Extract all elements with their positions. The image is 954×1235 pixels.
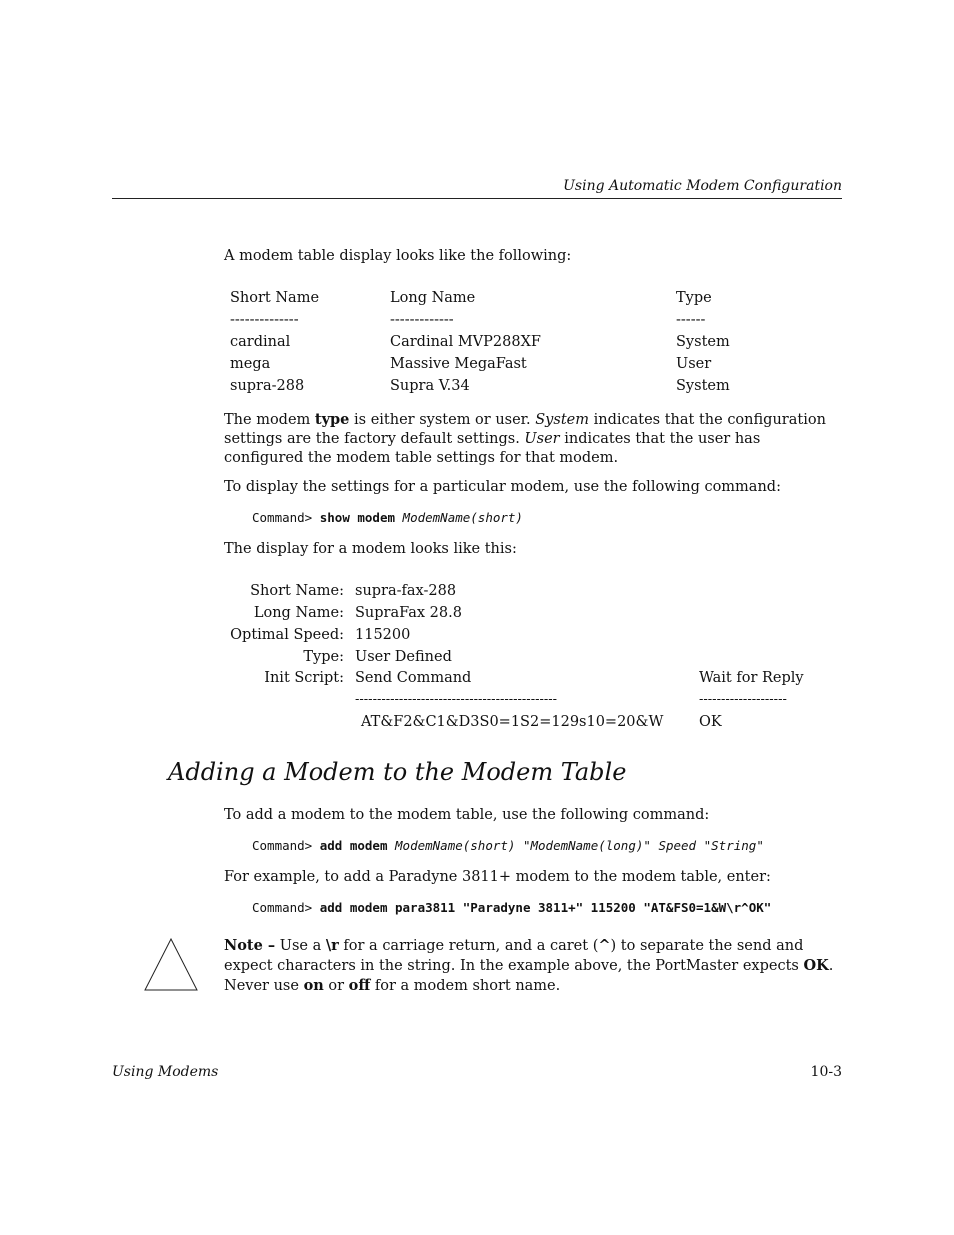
quote-mark: " — [756, 838, 764, 853]
table-header-type: Type — [676, 290, 712, 306]
add-modem-command — [252, 838, 764, 853]
table-row-cell: Cardinal MVP288XF — [390, 334, 541, 350]
show-modem-command — [252, 510, 523, 525]
wait-reply-header: Wait for Reply — [699, 670, 804, 686]
note-label: Note – — [224, 937, 276, 954]
short-name-value: supra-fax-288 — [355, 583, 457, 599]
wait-dashes: -------------------- — [699, 692, 787, 707]
table-row-cell: supra-288 — [230, 378, 305, 394]
command-argument: ModemName(short) — [402, 510, 523, 525]
send-dashes: ---------------------------------------------- — [355, 692, 558, 707]
table-dashes-type: ------ — [676, 312, 706, 328]
text-bold: OK — [803, 957, 829, 974]
table-row-cell: mega — [230, 356, 271, 372]
display-paragraph: To display the settings for a particular modem, use the following command: — [224, 479, 781, 495]
long-name-value: SupraFax 28.8 — [355, 605, 462, 621]
table-dashes-long: ------------- — [390, 312, 454, 328]
command-argument: ModemName(long) — [530, 838, 644, 853]
example-command — [252, 900, 771, 915]
text-run: for a modem short name. — [370, 978, 561, 994]
intro-paragraph: A modem table display looks like the following: — [224, 248, 572, 264]
running-header: Using Automatic Modem Configuration — [563, 178, 842, 194]
command-keyword: show modem — [319, 510, 396, 525]
text-run: . Never use — [224, 958, 834, 994]
text-run: or — [323, 978, 349, 994]
optimal-speed-value: 115200 — [355, 627, 411, 643]
quote-mark: " — [643, 838, 651, 853]
type-label: Type: — [303, 649, 344, 665]
table-header-short: Short Name — [230, 290, 320, 306]
command-argument: ModemName(short) — [395, 838, 516, 853]
section-heading: Adding a Modem to the Modem Table — [168, 758, 627, 786]
text-bold: off — [348, 977, 371, 994]
table-dashes-short: -------------- — [230, 312, 299, 328]
optimal-speed-label: Optimal Speed: — [230, 627, 344, 643]
display-like-paragraph: The display for a modem looks like this: — [224, 541, 517, 557]
quote-mark: " — [522, 838, 531, 853]
text-italic: System — [535, 412, 589, 428]
text-bold: ^ — [598, 937, 611, 954]
text-run: indicates that the configuration settings are the factory default settings. — [224, 412, 826, 447]
table-header-long: Long Name — [390, 290, 476, 306]
short-name-label: Short Name: — [250, 583, 344, 599]
add-paragraph: To add a modem to the modem table, use the following command: — [224, 807, 710, 823]
quote-mark: " — [703, 838, 712, 853]
text-run: is either system or user. — [349, 412, 536, 428]
table-row-cell: System — [676, 334, 730, 350]
text-bold: on — [303, 977, 324, 994]
send-command-value: AT&F2&C1&D3S0=1S2=129s10=20&W — [361, 714, 664, 730]
send-command-header: Send Command — [355, 670, 472, 686]
command-argument: String — [711, 838, 757, 853]
header-rule — [112, 198, 842, 199]
footer-page-number: 10-3 — [810, 1064, 842, 1080]
long-name-label: Long Name: — [253, 605, 344, 621]
text-run: indicates that the user has configured the modem table settings for that modem. — [224, 431, 761, 466]
footer-chapter: Using Modems — [112, 1064, 219, 1080]
caution-triangle-icon — [144, 937, 200, 997]
table-row-cell: Supra V.34 — [390, 378, 470, 394]
table-row-cell: User — [676, 356, 712, 372]
table-row-cell: Massive MegaFast — [390, 356, 527, 372]
type-paragraph — [224, 410, 842, 468]
text-bold: \r — [325, 937, 339, 954]
text-run: The modem — [224, 412, 315, 428]
command-keyword: add modem — [319, 838, 388, 853]
init-script-label: Init Script: — [264, 670, 344, 686]
table-row-cell: System — [676, 378, 730, 394]
text-bold: type — [314, 411, 350, 428]
text-italic: User — [524, 431, 560, 447]
command-prompt: Command> — [252, 838, 313, 853]
table-row-cell: cardinal — [230, 334, 291, 350]
command-prompt: Command> — [252, 900, 313, 915]
note-paragraph — [224, 936, 842, 996]
text-run: for a carriage return, and a caret ( — [338, 938, 599, 954]
command-keyword: add modem para3811 "Paradyne 3811+" 115200 "AT&FS0=1&W\r^OK" — [319, 900, 772, 915]
wait-reply-value: OK — [699, 714, 722, 730]
example-paragraph: For example, to add a Paradyne 3811+ modem to the modem table, enter: — [224, 869, 771, 885]
text-run: ) to separate the send and expect characters in the string. In the example above, the PortMaster expects — [224, 938, 804, 974]
command-argument: Speed — [658, 838, 697, 853]
text-run: Use a — [275, 938, 326, 954]
command-prompt: Command> — [252, 510, 313, 525]
type-value: User Defined — [355, 649, 452, 665]
